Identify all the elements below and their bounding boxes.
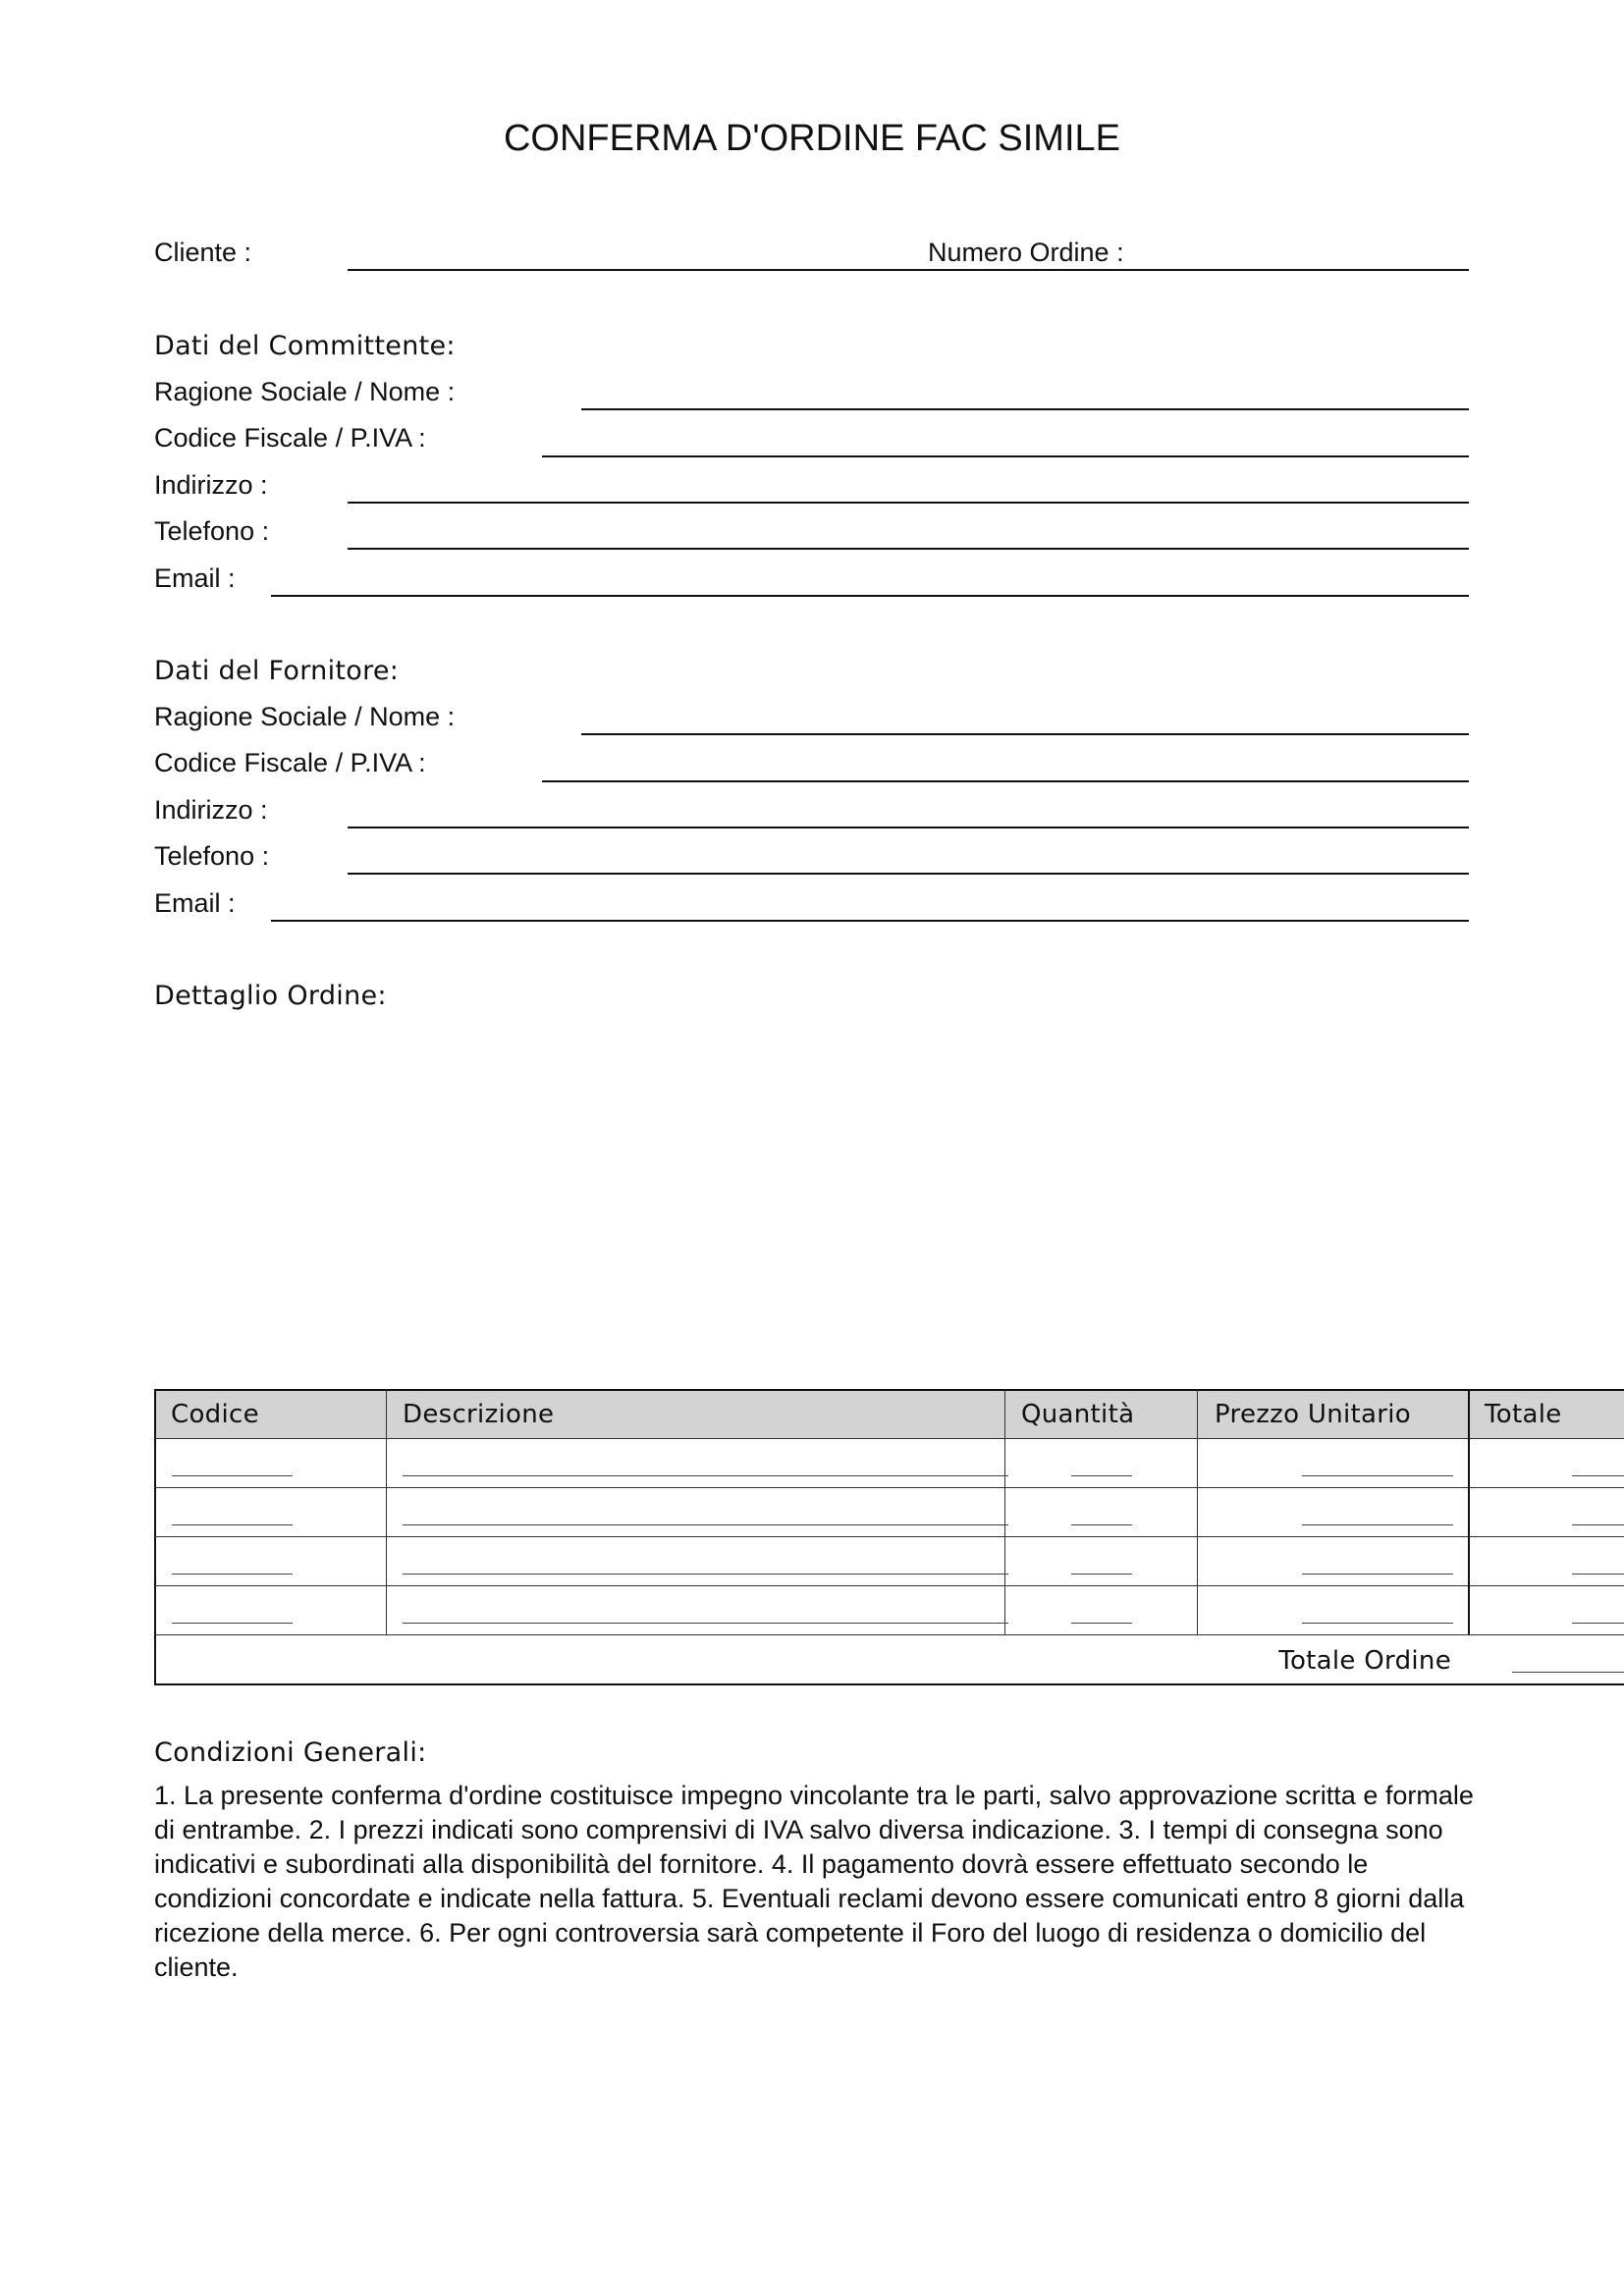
fornitore-indirizzo-label: Indirizzo : [154,795,268,825]
document-title: CONFERMA D'ORDINE FAC SIMILE [503,118,1120,159]
table-row-divider [155,1487,1624,1488]
fornitore-telefono-field[interactable] [348,873,1469,875]
committente-ragione-sociale-label: Ragione Sociale / Nome : [154,377,456,406]
committente-indirizzo-field[interactable] [348,502,1469,504]
fornitore-codice-fiscale-field[interactable] [542,780,1469,782]
table-row-divider [155,1634,1624,1635]
fornitore-telefono-label: Telefono : [154,841,270,871]
committente-email-field[interactable] [271,595,1469,597]
fornitore-email-label: Email : [154,888,236,918]
table-column-divider [1468,1390,1470,1634]
committente-ragione-sociale-field[interactable] [581,408,1469,410]
committente-telefono-label: Telefono : [154,516,270,546]
row-3-prezzo-unitario-blank[interactable] [1302,1574,1453,1575]
committente-codice-fiscale-label: Codice Fiscale / P.IVA : [154,423,426,453]
order-detail-heading: Dettaglio Ordine: [154,981,387,1011]
fornitore-email-field[interactable] [271,920,1469,922]
table-column-divider [386,1390,387,1634]
fornitore-indirizzo-field[interactable] [348,827,1469,828]
row-1-prezzo-unitario-blank[interactable] [1302,1475,1453,1476]
table-row-divider [155,1585,1624,1586]
order-number-label: Numero Ordine : [928,238,1124,267]
column-header-quantita: Quantità [1021,1400,1135,1429]
row-2-quantita-blank[interactable] [1071,1524,1132,1525]
row-2-descrizione-blank[interactable] [403,1524,1008,1525]
row-1-quantita-blank[interactable] [1071,1475,1132,1476]
table-column-divider [1004,1390,1005,1634]
row-4-quantita-blank[interactable] [1071,1623,1132,1624]
order-total-field[interactable] [1512,1672,1624,1673]
column-header-codice: Codice [171,1400,259,1429]
row-2-codice-blank[interactable] [172,1524,293,1525]
fornitore-ragione-sociale-label: Ragione Sociale / Nome : [154,702,456,731]
table-top-border [154,1389,1624,1391]
column-header-totale: Totale [1485,1400,1562,1429]
row-2-prezzo-unitario-blank[interactable] [1302,1524,1453,1525]
fornitore-heading: Dati del Fornitore: [154,656,400,686]
row-1-codice-blank[interactable] [172,1475,293,1476]
table-bottom-border [154,1683,1624,1685]
committente-heading: Dati del Committente: [154,331,456,361]
row-3-quantita-blank[interactable] [1071,1574,1132,1575]
fornitore-ragione-sociale-field[interactable] [581,733,1469,735]
committente-indirizzo-label: Indirizzo : [154,470,268,500]
client-label: Cliente : [154,238,252,267]
order-total-label: Totale Ordine [1278,1646,1451,1676]
row-4-prezzo-unitario-blank[interactable] [1302,1623,1453,1624]
committente-email-label: Email : [154,563,236,593]
row-4-codice-blank[interactable] [172,1623,293,1624]
conditions-heading: Condizioni Generali: [154,1737,427,1768]
committente-codice-fiscale-field[interactable] [542,455,1469,457]
row-4-descrizione-blank[interactable] [403,1623,1008,1624]
row-3-totale-blank[interactable] [1572,1574,1624,1575]
row-3-codice-blank[interactable] [172,1574,293,1575]
table-row-divider [155,1536,1624,1537]
row-1-totale-blank[interactable] [1572,1475,1624,1476]
column-header-prezzo-unitario: Prezzo Unitario [1215,1400,1411,1429]
row-4-totale-blank[interactable] [1572,1623,1624,1624]
table-left-border [154,1389,156,1685]
conditions-text: 1. La presente conferma d'ordine costituisce impegno vincolante tra le parti, salvo approvazione scritta e formale di entrambe. 2. I prezzi indicati sono comprensivi di IVA salvo diversa indicazione. 3. I tempi di consegna sono indicativi e subordinati alla disponibilità del fornitore. 4. Il pagamento dovrà essere effettuato secondo le condizioni concordate e indicate nella fattura. 5. Eventuali reclami devono essere comunicati entro 8 giorni dalla ricezione della merce. 6. Per ogni controversia sarà competente il Foro del luogo di residenza o domicilio del cliente. [154,1781,1474,1982]
fornitore-codice-fiscale-label: Codice Fiscale / P.IVA : [154,748,426,777]
table-row-divider [155,1438,1624,1439]
client-field[interactable] [348,269,1469,271]
row-3-descrizione-blank[interactable] [403,1574,1008,1575]
table-column-divider [1197,1390,1198,1634]
row-2-totale-blank[interactable] [1572,1524,1624,1525]
row-1-descrizione-blank[interactable] [403,1475,1008,1476]
committente-telefono-field[interactable] [348,548,1469,550]
column-header-descrizione: Descrizione [403,1400,555,1429]
